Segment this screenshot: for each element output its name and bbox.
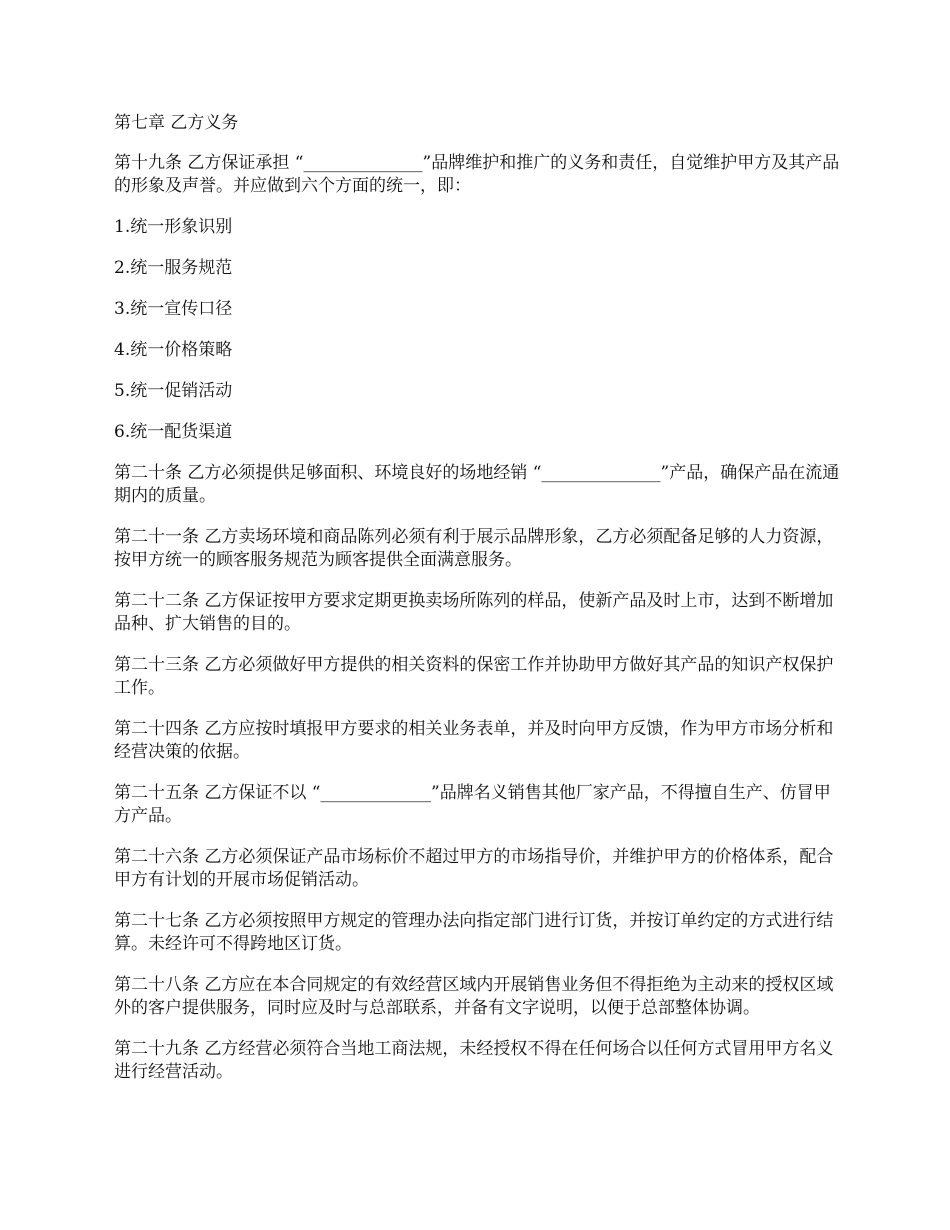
article-26: 第二十六条 乙方必须保证产品市场标价不超过甲方的市场指导价，并维护甲方的价格体系，配合甲方有计划的开展市场促销活动。: [114, 847, 834, 890]
article-21: 第二十一条 乙方卖场环境和商品陈列必须有利于展示品牌形象，乙方必须配备足够的人力资源，按甲方统一的顾客服务规范为顾客提供全面满意服务。: [114, 527, 834, 570]
chapter-title: 第七章 乙方义务: [114, 113, 239, 133]
article-20: 第二十条 乙方必须提供足够面积、环境良好的场地经销 “______________”产品，确保产品在流通期内的质量。: [114, 463, 840, 506]
list-item: 6.统一配货渠道: [114, 422, 233, 442]
article-28: 第二十八条 乙方应在本合同规定的有效经营区域内开展销售业务但不得拒绝为主动来的授权区域外的客户提供服务，同时应及时与总部联系，并备有文字说明，以便于总部整体协调。: [114, 975, 834, 1018]
document-page: [114, 112, 846, 1102]
article-24: 第二十四条 乙方应按时填报甲方要求的相关业务表单，并及时向甲方反馈，作为甲方市场分析和经营决策的依据。: [114, 719, 834, 762]
list-item: 1.统一形象识别: [114, 217, 233, 237]
list-item: 3.统一宣传口径: [114, 299, 233, 319]
list-item: 4.统一价格策略: [114, 340, 233, 360]
article-25: 第二十五条 乙方保证不以 “_____________”品牌名义销售其他厂家产品，不得擅自生产、仿冒甲方产品。: [114, 783, 831, 826]
article-22: 第二十二条 乙方保证按甲方要求定期更换卖场所陈列的样品，使新产品及时上市，达到不断增加品种、扩大销售的目的。: [114, 591, 834, 634]
article-27: 第二十七条 乙方必须按照甲方规定的管理办法向指定部门进行订货，并按订单约定的方式进行结算。未经许可不得跨地区订货。: [114, 911, 834, 954]
list-item: 5.统一促销活动: [114, 381, 233, 401]
article-23: 第二十三条 乙方必须做好甲方提供的相关资料的保密工作并协助甲方做好其产品的知识产权保护工作。: [114, 655, 834, 698]
article-19: 第十九条 乙方保证承担 “______________”品牌维护和推广的义务和责任，自觉维护甲方及其产品的形象及声誉。并应做到六个方面的统一，即：: [114, 153, 840, 196]
list-item: 2.统一服务规范: [114, 258, 233, 278]
article-29: 第二十九条 乙方经营必须符合当地工商法规，未经授权不得在任何场合以任何方式冒用甲方名义进行经营活动。: [114, 1039, 834, 1082]
